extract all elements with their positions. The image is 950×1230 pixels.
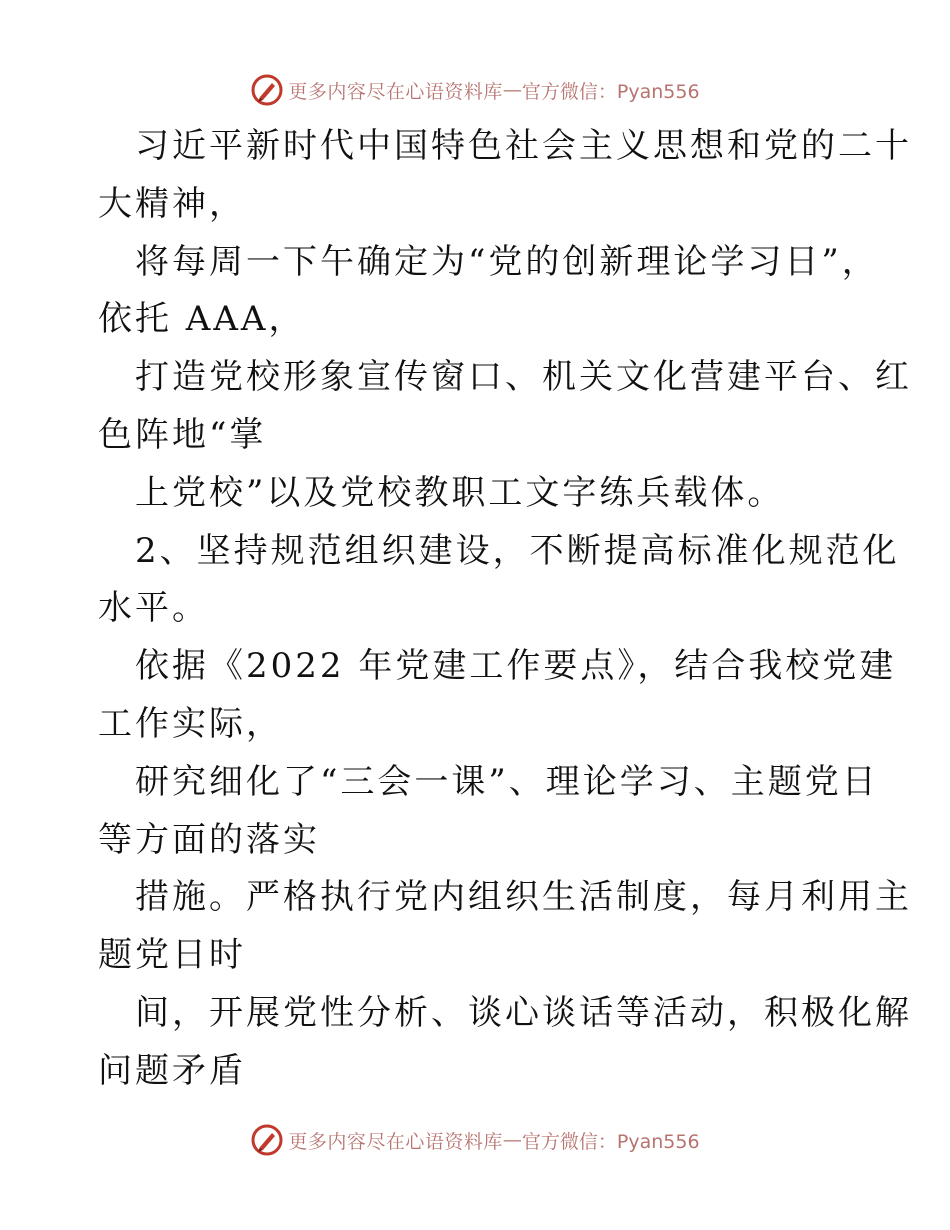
header-wechat-text: 官方微信：Pyan556	[521, 80, 700, 103]
header-separator: —	[502, 79, 522, 101]
header-banner-text: 更多内容尽在心语资料库	[288, 80, 503, 103]
body-line: 研究细化了“三会一课”、理论学习、主题党日	[135, 761, 879, 802]
body-line: 色阵地“掌	[98, 414, 267, 455]
body-line: 问题矛盾	[98, 1050, 246, 1091]
footer-banner-text: 更多内容尽在心语资料库	[288, 1130, 503, 1153]
header-banner	[0, 70, 950, 110]
footer-banner	[0, 1120, 950, 1160]
body-line: 等方面的落实	[98, 819, 320, 860]
body-line: 水平。	[98, 588, 209, 629]
body-line: 习近平新时代中国特色社会主义思想和党的二十	[135, 126, 912, 166]
body-line: 大精神，	[98, 183, 246, 224]
pen-logo-icon	[250, 73, 284, 107]
footer-separator: —	[502, 1129, 522, 1151]
footer-wechat-text: 官方微信：Pyan556	[521, 1130, 700, 1153]
body-line: 依据《2022 年党建工作要点》，结合我校党建	[135, 646, 897, 687]
document-body	[98, 118, 912, 1101]
body-line: 打造党校形象宣传窗口、机关文化营建平台、红	[135, 357, 912, 398]
body-line: 2、坚持规范组织建设，不断提高标准化规范化	[135, 530, 900, 571]
body-line: 上党校”以及党校教职工文字练兵载体。	[135, 472, 785, 513]
pen-logo-icon	[250, 1123, 284, 1157]
body-line: 工作实际，	[98, 703, 283, 744]
body-line: 措施。严格执行党内组织生活制度，每月利用主	[135, 877, 912, 918]
body-line: 题党日时	[98, 935, 246, 976]
body-line: 将每周一下午确定为“党的创新理论学习日”，	[135, 241, 879, 282]
body-line: 依托 AAA，	[98, 299, 306, 340]
body-line: 间，开展党性分析、谈心谈话等活动，积极化解	[135, 992, 912, 1033]
